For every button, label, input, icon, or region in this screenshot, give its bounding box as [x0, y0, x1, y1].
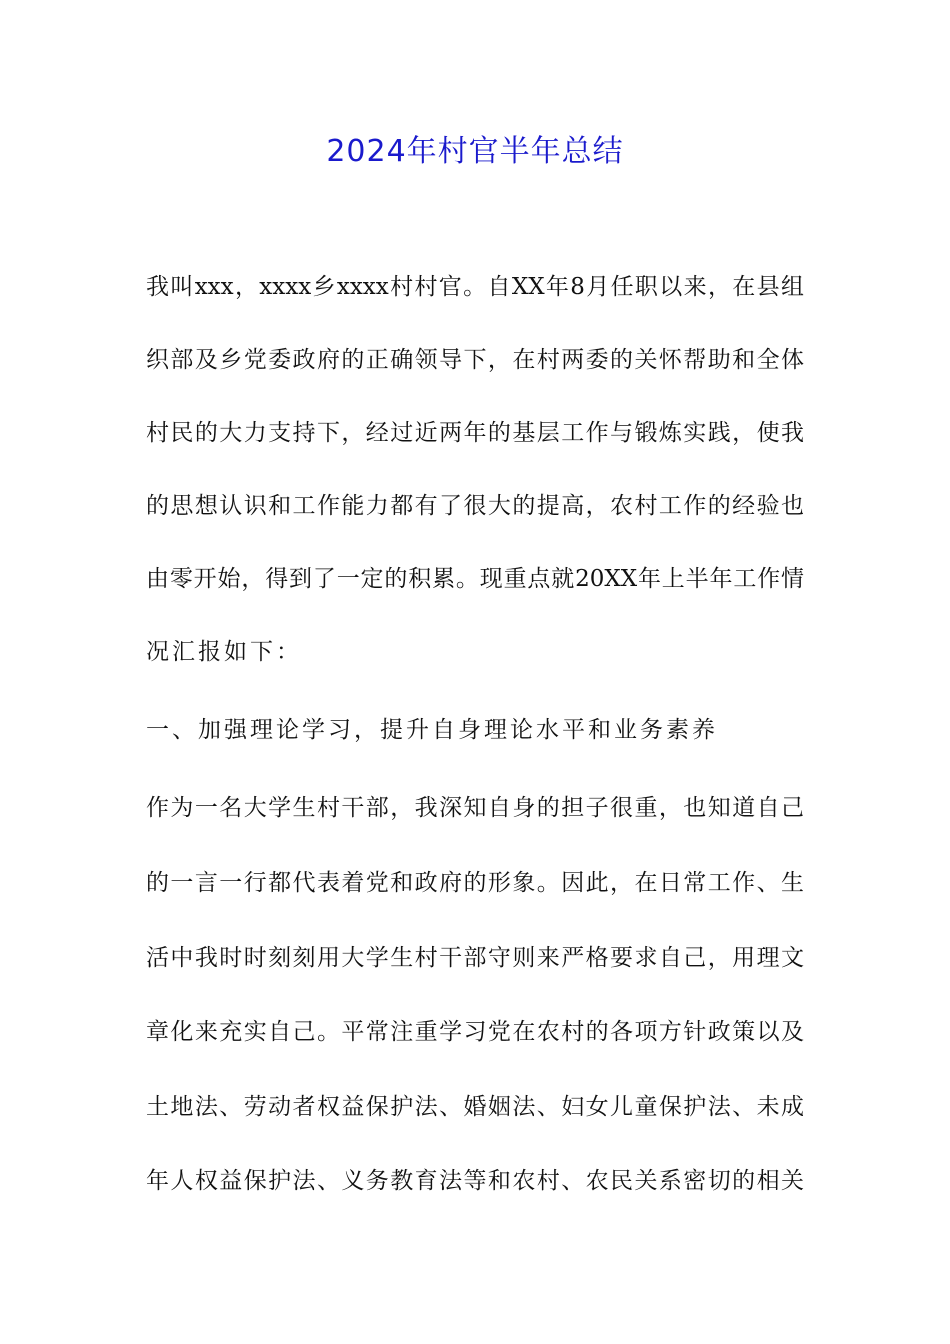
paragraph-line-7: 作为一名大学生村干部，我深知自身的担子很重，也知道自己 [146, 795, 804, 821]
section-heading-1: 一、加强理论学习，提升自身理论水平和业务素养 [146, 717, 718, 743]
paragraph-line-2: 织部及乡党委政府的正确领导下，在村两委的关怀帮助和全体 [146, 347, 804, 373]
paragraph-line-5: 由零开始，得到了一定的积累。现重点就20XX年上半年工作情 [146, 566, 804, 592]
paragraph-line-10: 章化来充实自己。平常注重学习党在农村的各项方针政策以及 [146, 1019, 804, 1045]
paragraph-line-8: 的一言一行都代表着党和政府的形象。因此，在日常工作、生 [146, 870, 804, 896]
paragraph-line-3: 村民的大力支持下，经过近两年的基层工作与锻炼实践，使我 [146, 420, 804, 446]
paragraph-line-9: 活中我时时刻刻用大学生村干部守则来严格要求自己，用理文 [146, 945, 804, 971]
paragraph-line-12: 年人权益保护法、义务教育法等和农村、农民关系密切的相关 [146, 1168, 804, 1194]
paragraph-line-1: 我叫xxx，xxxx乡xxxx村村官。自XX年8月任职以来，在县组 [146, 274, 804, 300]
paragraph-line-6: 况汇报如下： [146, 639, 302, 665]
paragraph-line-11: 土地法、劳动者权益保护法、婚姻法、妇女儿童保护法、未成 [146, 1094, 804, 1120]
paragraph-line-4: 的思想认识和工作能力都有了很大的提高，农村工作的经验也 [146, 493, 804, 519]
document-title: 2024年村官半年总结 [326, 134, 624, 169]
